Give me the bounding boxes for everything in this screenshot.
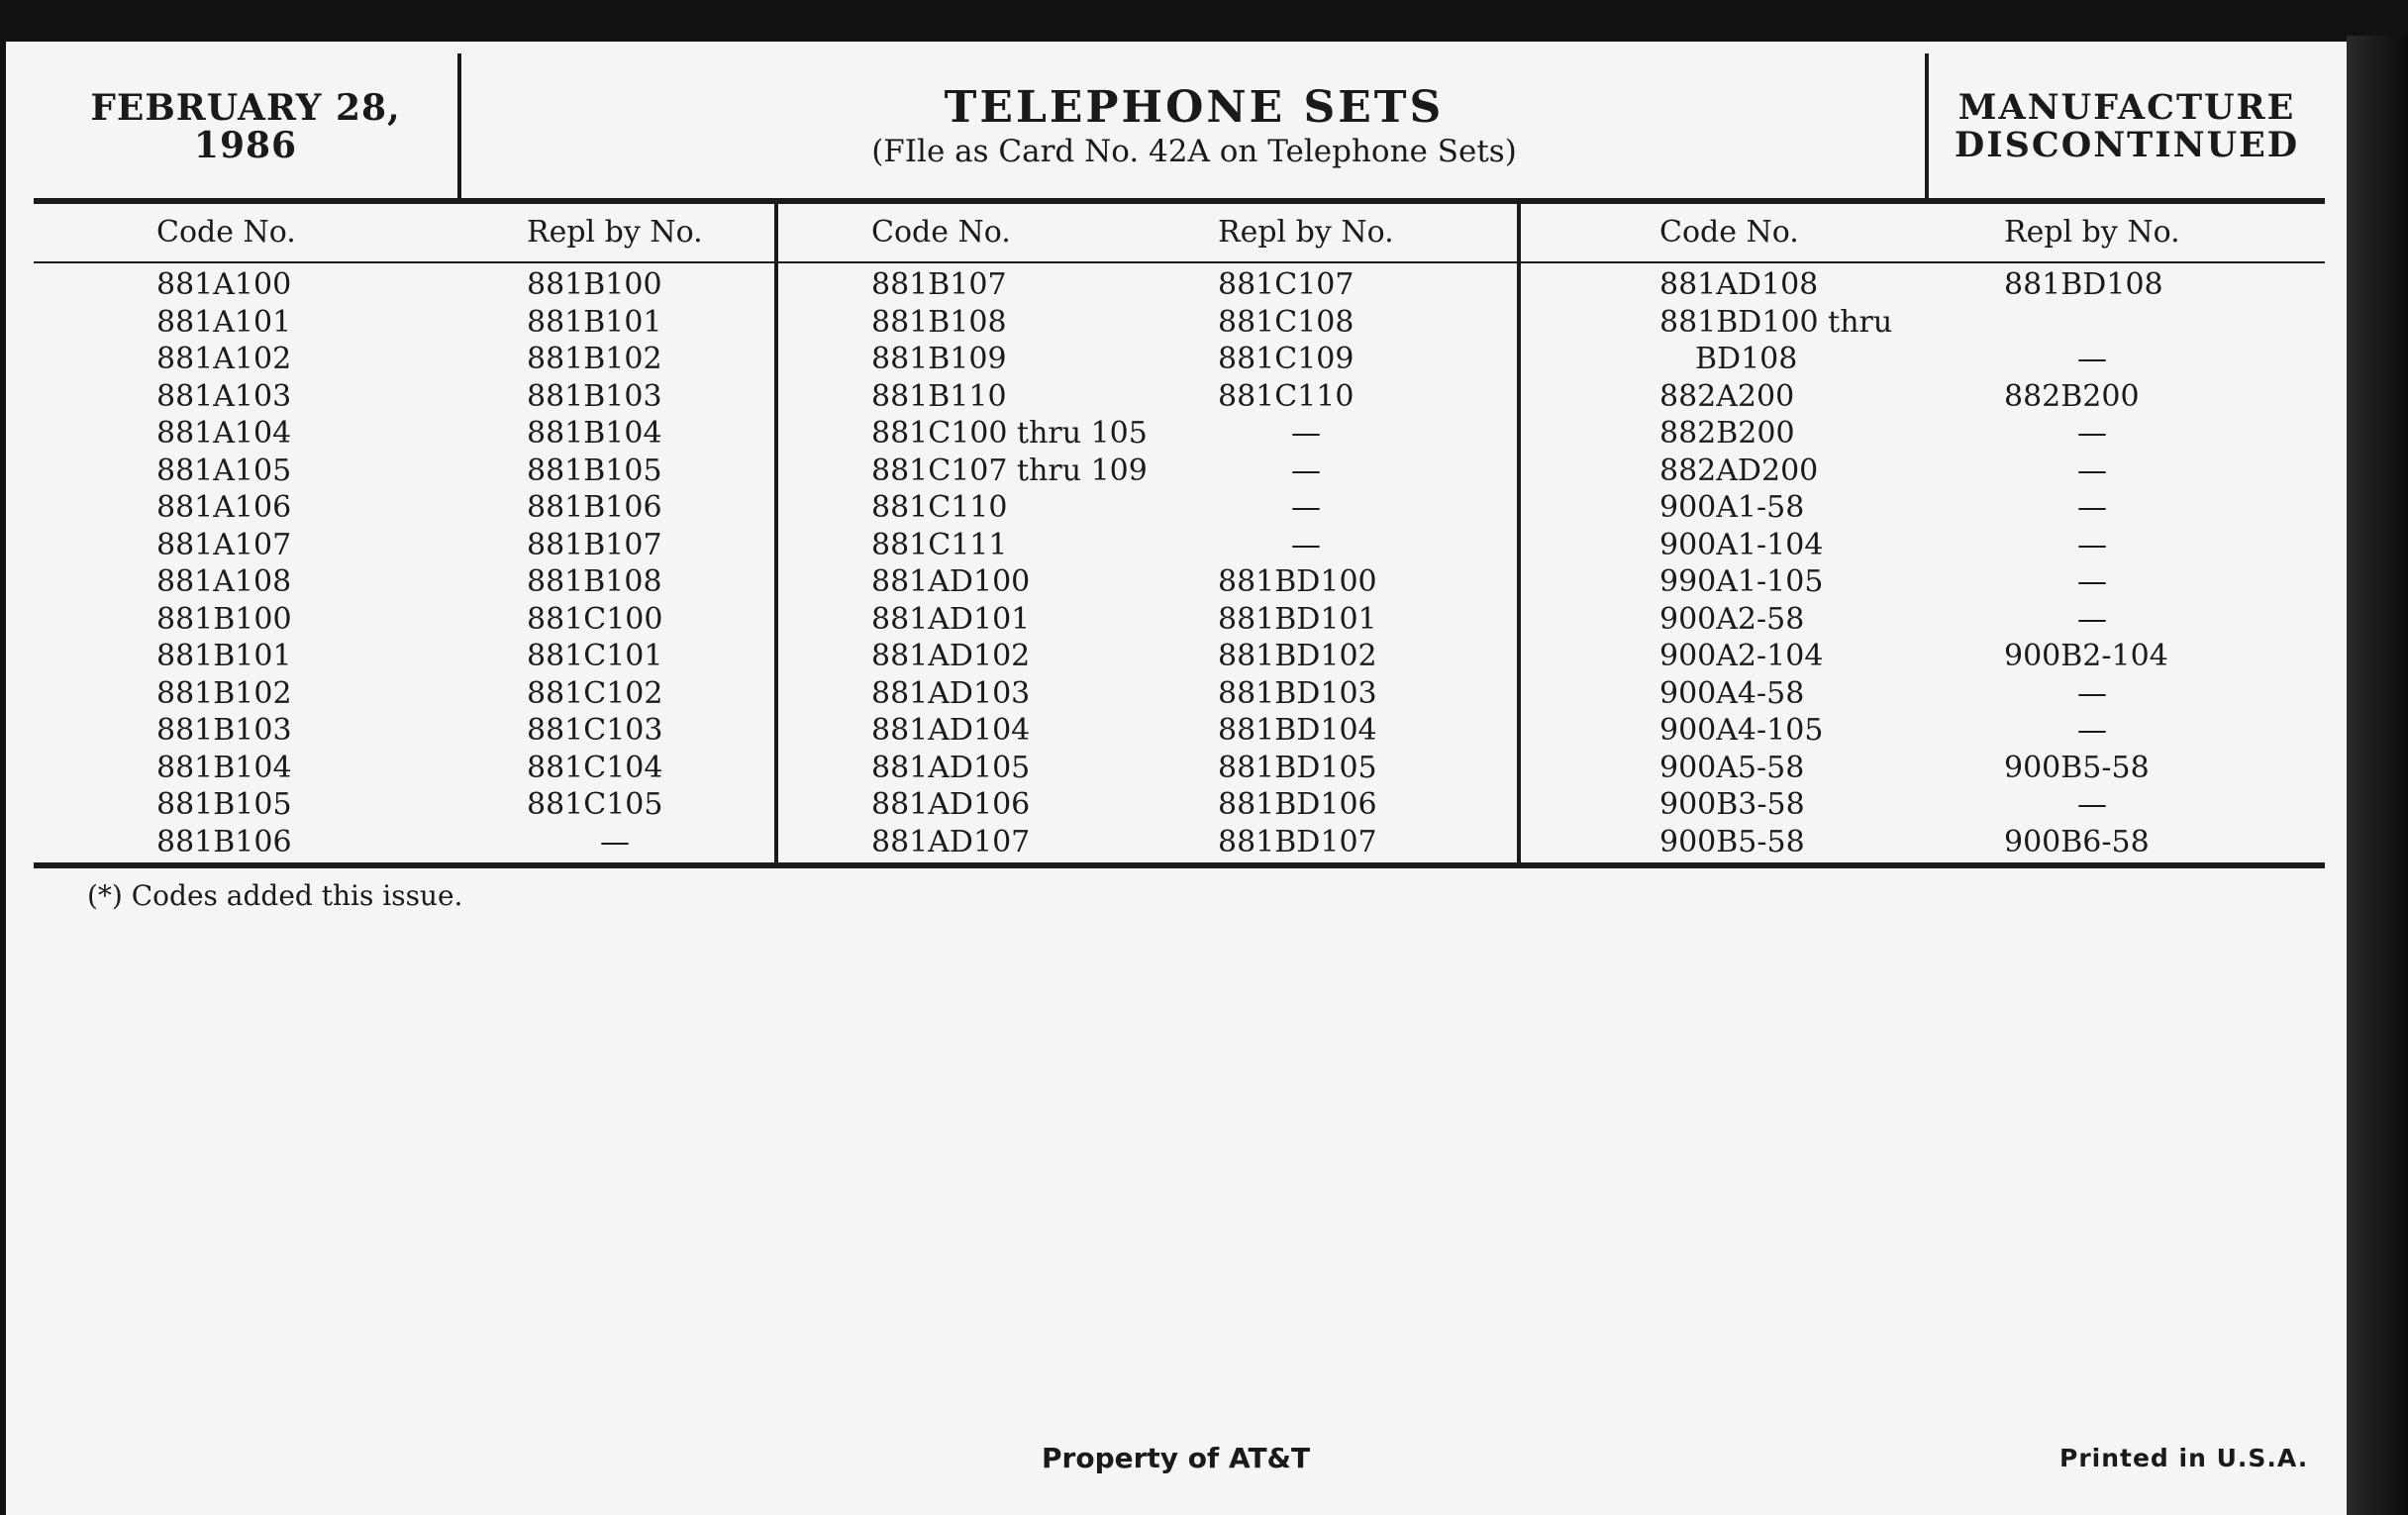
code-cell: 881AD101 — [871, 601, 1031, 637]
code-cell: 881A102 — [156, 342, 292, 376]
repl-cell: 881B107 — [527, 527, 662, 562]
code-column-1 — [156, 205, 296, 860]
repl-cell: 881B104 — [527, 416, 662, 451]
repl-cell: 881BD102 — [1218, 639, 1377, 673]
code-cell: 881A101 — [156, 304, 292, 340]
issue-date-line1: FEBRUARY 28, — [90, 87, 401, 129]
repl-cell: — — [2077, 453, 2107, 488]
repl-cell: — — [1291, 453, 1321, 488]
code-column-3 — [1659, 205, 1892, 860]
issue-date — [34, 53, 457, 200]
repl-cell: 882B200 — [2004, 378, 2140, 414]
repl-column-header: Repl by No. — [2004, 215, 2180, 250]
index-card — [6, 42, 2347, 1515]
code-cell: 881AD105 — [871, 750, 1031, 785]
code-cell: 882A200 — [1659, 378, 1795, 414]
repl-cell: 881C109 — [1218, 342, 1354, 376]
code-column-header: Code No. — [156, 215, 296, 250]
code-cell: 881A107 — [156, 527, 292, 562]
repl-cell: 881B108 — [527, 564, 662, 599]
repl-cell: — — [2077, 527, 2107, 562]
code-cell: 900A2-104 — [1659, 639, 1824, 673]
code-cell: 882AD200 — [1659, 453, 1819, 488]
code-cell: BD108 — [1695, 342, 1798, 376]
code-cell: 881AD107 — [871, 824, 1031, 859]
code-cell: 881C100 thru 105 — [871, 416, 1148, 451]
code-cell: 881A108 — [156, 564, 292, 599]
code-cell: 881B102 — [156, 675, 292, 711]
repl-cell: 881B103 — [527, 378, 662, 414]
code-cell: 881AD108 — [1659, 267, 1819, 302]
code-cell: 881B101 — [156, 639, 292, 673]
printed-notice: Printed in U.S.A. — [2059, 1444, 2309, 1472]
property-notice: Property of AT&T — [1042, 1442, 1311, 1474]
code-cell: 881A106 — [156, 490, 292, 525]
code-cell: 882B200 — [1659, 416, 1795, 451]
code-cell: 900B5-58 — [1659, 824, 1805, 859]
code-column-2 — [871, 205, 1148, 860]
code-cell: 881A103 — [156, 378, 292, 414]
issue-date-line2: 1986 — [193, 125, 298, 166]
repl-cell: — — [600, 824, 630, 859]
repl-cell: 881BD105 — [1218, 750, 1377, 785]
code-cell: 881B103 — [156, 713, 292, 748]
scan-edge — [2347, 36, 2408, 1515]
repl-cell: 881C108 — [1218, 304, 1354, 340]
repl-cell: — — [2077, 564, 2107, 599]
repl-cell: 900B5-58 — [2004, 750, 2150, 785]
code-cell: 881A105 — [156, 453, 292, 488]
repl-cell: 881B101 — [527, 304, 662, 340]
repl-column-1 — [527, 205, 703, 860]
code-cell: 900A1-58 — [1659, 490, 1805, 525]
repl-column-header: Repl by No. — [527, 215, 703, 250]
repl-cell: 881C107 — [1218, 267, 1354, 302]
panel-divider-2 — [1517, 203, 1521, 864]
repl-cell: — — [2077, 490, 2107, 525]
repl-column-header: Repl by No. — [1218, 215, 1394, 250]
code-cell: 881AD104 — [871, 713, 1031, 748]
repl-cell: — — [2077, 416, 2107, 451]
code-cell: 900A5-58 — [1659, 750, 1805, 785]
code-cell: 881A100 — [156, 267, 292, 302]
repl-cell: 900B2-104 — [2004, 639, 2168, 673]
repl-cell: 900B6-58 — [2004, 824, 2150, 859]
repl-cell: 881C100 — [527, 601, 663, 637]
repl-column-3 — [2004, 205, 2180, 860]
code-column-header: Code No. — [1659, 215, 1799, 250]
code-cell: 900A4-58 — [1659, 675, 1805, 711]
repl-cell: 881C110 — [1218, 378, 1354, 414]
card-subtitle: (FIle as Card No. 42A on Telephone Sets) — [871, 134, 1517, 169]
repl-cell — [2004, 304, 2180, 342]
code-cell: 881AD102 — [871, 639, 1031, 673]
status-line1: MANUFACTURE — [1957, 87, 2296, 128]
code-cell: 881B108 — [871, 304, 1007, 340]
code-cell: 881B110 — [871, 378, 1007, 414]
repl-cell: 881C101 — [527, 639, 663, 673]
repl-cell: 881BD108 — [2004, 267, 2163, 302]
code-cell: 990A1-105 — [1659, 564, 1824, 599]
repl-cell: 881BD107 — [1218, 824, 1377, 859]
repl-cell: 881B100 — [527, 267, 662, 302]
code-cell: 881B100 — [156, 601, 292, 637]
panel-divider-1 — [774, 203, 778, 864]
code-cell: 900A1-104 — [1659, 527, 1824, 562]
repl-cell: 881BD104 — [1218, 713, 1377, 748]
status-line2: DISCONTINUED — [1954, 125, 2300, 165]
code-cell: 881AD100 — [871, 564, 1031, 599]
code-cell: 900A2-58 — [1659, 601, 1805, 637]
column-header-rule — [34, 261, 2325, 263]
code-cell: 881C111 — [871, 527, 1008, 562]
repl-cell: 881BD103 — [1218, 675, 1377, 711]
code-cell: 881A104 — [156, 416, 292, 451]
repl-cell: 881B106 — [527, 490, 662, 525]
code-cell: 881B107 — [871, 267, 1007, 302]
repl-cell: — — [2077, 675, 2107, 711]
repl-cell: 881B105 — [527, 453, 662, 488]
code-column-header: Code No. — [871, 215, 1011, 250]
repl-cell: — — [2077, 787, 2107, 822]
repl-column-2 — [1218, 205, 1394, 860]
code-cell: 881B106 — [156, 824, 292, 859]
card-header — [34, 53, 2325, 200]
repl-cell: 881C103 — [527, 713, 663, 748]
code-cell: 881C107 thru 109 — [871, 453, 1148, 488]
repl-cell: 881C105 — [527, 787, 663, 822]
card-title: TELEPHONE SETS — [944, 82, 1445, 133]
code-cell: 881B109 — [871, 342, 1007, 376]
repl-cell: 881B102 — [527, 342, 662, 376]
code-cell: 881AD106 — [871, 787, 1031, 822]
repl-cell: — — [2077, 713, 2107, 748]
code-cell: 881B105 — [156, 787, 292, 822]
repl-cell: — — [1291, 527, 1321, 562]
table-bottom-rule — [34, 862, 2325, 868]
card-title-block — [461, 53, 1927, 200]
repl-cell: 881BD101 — [1218, 601, 1377, 637]
repl-cell: — — [2077, 601, 2107, 637]
code-cell: 881BD100 thru — [1659, 304, 1893, 340]
repl-cell: 881C102 — [527, 675, 663, 711]
repl-cell: — — [1291, 416, 1321, 451]
code-cell: 900A4-105 — [1659, 713, 1824, 748]
footnote: (*) Codes added this issue. — [87, 879, 463, 912]
repl-cell: 881BD106 — [1218, 787, 1377, 822]
repl-cell: 881BD100 — [1218, 564, 1377, 599]
repl-cell: — — [2077, 342, 2107, 376]
status-block — [1929, 53, 2325, 200]
code-cell: 900B3-58 — [1659, 787, 1805, 822]
code-cell: 881AD103 — [871, 675, 1031, 711]
repl-cell: 881C104 — [527, 750, 663, 785]
code-cell: 881C110 — [871, 490, 1008, 525]
header-rule — [34, 198, 2325, 204]
code-cell: 881B104 — [156, 750, 292, 785]
repl-cell: — — [1291, 490, 1321, 525]
